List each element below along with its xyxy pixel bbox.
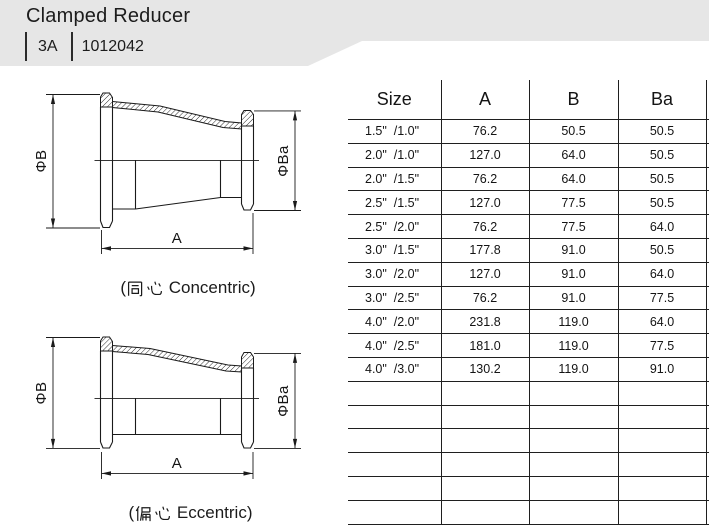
eccentric-caption bbox=[103, 503, 278, 523]
cell-b: 119.0 bbox=[529, 310, 618, 334]
empty-table-row bbox=[348, 405, 709, 429]
cell-ba: 50.5 bbox=[618, 238, 706, 262]
right-flange-section bbox=[242, 111, 254, 127]
arrowhead-left bbox=[102, 471, 112, 475]
dim-label-a: A bbox=[171, 230, 183, 247]
empty-cell bbox=[529, 405, 618, 429]
empty-cell bbox=[529, 453, 618, 477]
cell-a: 130.2 bbox=[441, 357, 529, 381]
empty-cell bbox=[348, 381, 441, 405]
empty-cell bbox=[441, 429, 529, 453]
empty-cell bbox=[618, 429, 706, 453]
empty-cell bbox=[529, 381, 618, 405]
table-row bbox=[348, 334, 709, 358]
empty-cell bbox=[618, 453, 706, 477]
cell-a: 76.2 bbox=[441, 286, 529, 310]
cell-size: 3.0" /2.5" bbox=[348, 286, 441, 310]
taper-profile bbox=[113, 160, 242, 209]
empty-cell bbox=[441, 381, 529, 405]
separator-bar bbox=[25, 32, 27, 61]
empty-cell bbox=[618, 405, 706, 429]
cjk-pianxin-glyph bbox=[135, 505, 171, 522]
cell-ba: 77.5 bbox=[618, 286, 706, 310]
cell-size: 2.5" /2.0" bbox=[348, 215, 441, 239]
arrowhead-right bbox=[244, 246, 254, 250]
empty-cell bbox=[348, 429, 441, 453]
empty-cell bbox=[529, 429, 618, 453]
empty-table-row bbox=[348, 500, 709, 524]
cell-size: 2.0" /1.5" bbox=[348, 167, 441, 191]
cell-a: 127.0 bbox=[441, 143, 529, 167]
dim-label-phi-ba: ΦBa bbox=[275, 145, 292, 177]
top-wall-section bbox=[113, 102, 242, 130]
table-row bbox=[348, 215, 709, 239]
cell-b: 119.0 bbox=[529, 357, 618, 381]
column-header-ba: Ba bbox=[618, 80, 706, 120]
cell-size: 4.0" /2.5" bbox=[348, 334, 441, 358]
dim-label-phi-ba: ΦBa bbox=[275, 385, 292, 417]
table-row bbox=[348, 143, 709, 167]
cell-b: 64.0 bbox=[529, 167, 618, 191]
cell-ba: 50.5 bbox=[618, 167, 706, 191]
cell-ba: 77.5 bbox=[618, 334, 706, 358]
caption-open-paren: ( bbox=[128, 503, 135, 522]
flat-bottom-profile bbox=[113, 398, 242, 434]
dimension-a bbox=[102, 213, 254, 254]
arrowhead-left bbox=[102, 246, 112, 250]
table-row bbox=[348, 238, 709, 262]
column-header-a: A bbox=[441, 80, 529, 120]
page-title: Clamped Reducer bbox=[26, 5, 191, 27]
column-header-size: Size bbox=[348, 80, 441, 120]
table-header-row bbox=[348, 80, 709, 120]
cell-ba: 64.0 bbox=[618, 215, 706, 239]
empty-cell bbox=[441, 500, 529, 524]
part-outline bbox=[95, 337, 260, 448]
cell-b: 64.0 bbox=[529, 143, 618, 167]
empty-cell bbox=[529, 476, 618, 500]
cell-size: 4.0" /3.0" bbox=[348, 357, 441, 381]
cell-b: 91.0 bbox=[529, 262, 618, 286]
empty-cell bbox=[441, 405, 529, 429]
part-number: 1012042 bbox=[81, 37, 144, 55]
empty-table-row bbox=[348, 453, 709, 477]
caption-open-paren: ( bbox=[120, 278, 127, 297]
arrowhead-up bbox=[293, 111, 297, 121]
table-row bbox=[348, 262, 709, 286]
concentric-caption bbox=[103, 278, 273, 298]
cell-ba: 50.5 bbox=[618, 143, 706, 167]
separator-bar bbox=[71, 32, 73, 61]
cell-b: 91.0 bbox=[529, 238, 618, 262]
arrowhead-down bbox=[51, 219, 55, 229]
dimension-phi-ba bbox=[254, 353, 301, 448]
standard-code: 3A bbox=[38, 37, 58, 55]
part-outline bbox=[95, 93, 260, 228]
dimension-table bbox=[348, 80, 709, 525]
empty-cell bbox=[348, 476, 441, 500]
dim-label-a: A bbox=[171, 455, 183, 472]
cell-ba: 50.5 bbox=[618, 191, 706, 215]
arrowhead-up bbox=[293, 353, 297, 363]
cell-a: 181.0 bbox=[441, 334, 529, 358]
empty-cell bbox=[618, 476, 706, 500]
arrowhead-down bbox=[51, 439, 55, 449]
cell-ba: 50.5 bbox=[618, 120, 706, 144]
arrowhead-down bbox=[293, 201, 297, 211]
empty-cell bbox=[348, 453, 441, 477]
arrowhead-right bbox=[244, 471, 254, 475]
empty-cell bbox=[618, 381, 706, 405]
table-row bbox=[348, 120, 709, 144]
column-header-b: B bbox=[529, 80, 618, 120]
empty-table-row bbox=[348, 476, 709, 500]
cell-a: 76.2 bbox=[441, 215, 529, 239]
header-subtitle bbox=[25, 32, 144, 61]
cell-ba: 64.0 bbox=[618, 310, 706, 334]
cell-a: 177.8 bbox=[441, 238, 529, 262]
dimension-phi-b bbox=[33, 95, 100, 229]
dim-label-phi-b: ΦB bbox=[33, 149, 50, 173]
arrowhead-up bbox=[51, 338, 55, 348]
dimension-phi-ba bbox=[254, 111, 301, 211]
cell-a: 127.0 bbox=[441, 191, 529, 215]
cell-b: 119.0 bbox=[529, 334, 618, 358]
top-wall-section bbox=[113, 346, 242, 373]
arrowhead-down bbox=[293, 439, 297, 449]
empty-cell bbox=[348, 405, 441, 429]
cell-b: 77.5 bbox=[529, 215, 618, 239]
arrowhead-up bbox=[51, 95, 55, 105]
table-row bbox=[348, 167, 709, 191]
eccentric-reducer-drawing bbox=[33, 337, 301, 479]
table-row bbox=[348, 357, 709, 381]
cell-size: 2.5" /1.5" bbox=[348, 191, 441, 215]
cell-a: 231.8 bbox=[441, 310, 529, 334]
table-row bbox=[348, 286, 709, 310]
concentric-reducer-drawing bbox=[33, 93, 301, 254]
empty-table-row bbox=[348, 429, 709, 453]
cjk-tongxin-glyph bbox=[127, 280, 163, 297]
cell-a: 76.2 bbox=[441, 120, 529, 144]
left-flange-section bbox=[101, 337, 113, 351]
cell-size: 1.5" /1.0" bbox=[348, 120, 441, 144]
cell-ba: 64.0 bbox=[618, 262, 706, 286]
cell-b: 77.5 bbox=[529, 191, 618, 215]
cell-b: 91.0 bbox=[529, 286, 618, 310]
cell-a: 127.0 bbox=[441, 262, 529, 286]
cell-ba: 91.0 bbox=[618, 357, 706, 381]
cell-b: 50.5 bbox=[529, 120, 618, 144]
cell-size: 3.0" /1.5" bbox=[348, 238, 441, 262]
empty-cell bbox=[618, 500, 706, 524]
empty-cell bbox=[529, 500, 618, 524]
right-flange-section bbox=[242, 353, 254, 369]
cell-size: 3.0" /2.0" bbox=[348, 262, 441, 286]
size-table-body bbox=[348, 120, 709, 525]
table-row bbox=[348, 310, 709, 334]
dimension-a bbox=[102, 452, 254, 479]
dimension-phi-b bbox=[33, 338, 100, 449]
caption-text: Concentric) bbox=[164, 278, 256, 297]
empty-cell bbox=[441, 453, 529, 477]
empty-cell bbox=[348, 500, 441, 524]
empty-cell bbox=[441, 476, 529, 500]
left-flange-section bbox=[101, 93, 113, 107]
cell-a: 76.2 bbox=[441, 167, 529, 191]
cell-size: 4.0" /2.0" bbox=[348, 310, 441, 334]
table-row bbox=[348, 191, 709, 215]
cell-size: 2.0" /1.0" bbox=[348, 143, 441, 167]
caption-text: Eccentric) bbox=[172, 503, 253, 522]
dim-label-phi-b: ΦB bbox=[33, 381, 50, 405]
empty-table-row bbox=[348, 381, 709, 405]
